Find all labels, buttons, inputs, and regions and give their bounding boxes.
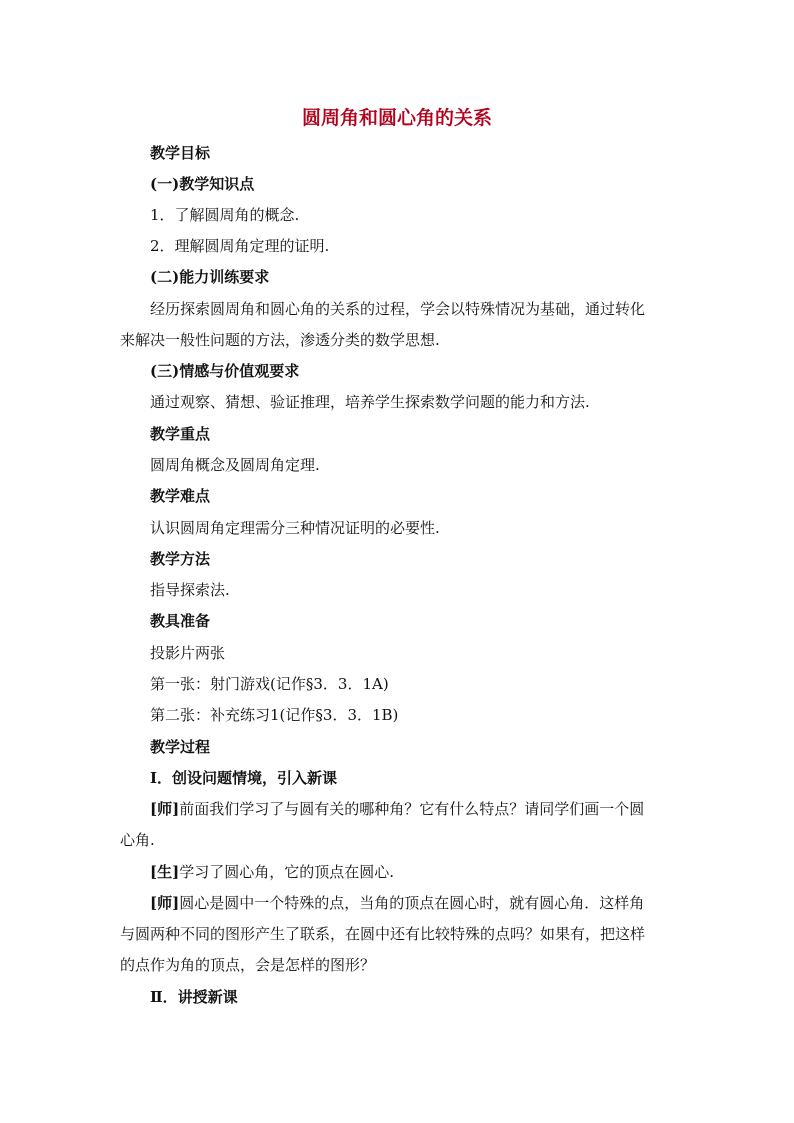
teacher-speech: 前面我们学习了与圆有关的哪种角？它有什么特点？请同学们画一个圆 (179, 800, 645, 818)
student-line-1 (120, 862, 710, 882)
difficulty-text: 认识圆周角定理需分三种情况证明的必要性. (150, 519, 440, 537)
knowledge-item-1: 1．了解圆周角的概念. (150, 206, 300, 224)
slide-2-text: 第二张：补充练习1(记作§3．3．1B) (150, 706, 399, 724)
student-speech: 学习了圆心角，它的顶点在圆心. (179, 863, 394, 881)
teacher-label: [师] (150, 894, 180, 912)
teacher-speech: 圆心是圆中一个特殊的点，当角的顶点在圆心时，就有圆心角．这样角 (179, 894, 645, 912)
ability-text-line-2: 来解决一般性问题的方法，渗透分类的数学思想. (120, 331, 440, 349)
teacher-label: [师] (150, 800, 180, 818)
student-label: [生] (150, 863, 180, 881)
part-1-heading: Ⅰ．创设问题情境，引入新课 (150, 769, 338, 787)
emotion-text: 通过观察、猜想、验证推理，培养学生探索数学问题的能力和方法. (150, 393, 590, 411)
slide-1-text: 第一张：射门游戏(记作§3．3．1A) (150, 675, 389, 693)
key-text: 圆周角概念及圆周角定理. (150, 456, 320, 474)
method-text: 指导探索法. (150, 581, 230, 599)
teacher-line-2-cont-2: 的点作为角的顶点，会是怎样的图形？ (120, 956, 376, 974)
objectives-heading: 教学目标 (150, 144, 211, 162)
tools-heading: 教具准备 (150, 612, 211, 630)
ability-text-line-1: 经历探索圆周角和圆心角的关系的过程，学会以特殊情况为基础，通过转化 (150, 300, 646, 318)
method-heading: 教学方法 (150, 550, 211, 568)
emotion-heading: (三)情感与价值观要求 (150, 362, 300, 380)
tools-text: 投影片两张 (150, 644, 226, 662)
knowledge-item-2: 2．理解圆周角定理的证明. (150, 237, 330, 255)
difficulty-heading: 教学难点 (150, 487, 211, 505)
knowledge-heading: (一)教学知识点 (150, 175, 255, 193)
part-2-heading: Ⅱ．讲授新课 (150, 988, 238, 1006)
ability-heading: (二)能力训练要求 (150, 268, 270, 286)
teacher-line-2 (120, 893, 710, 913)
teacher-line-1-cont: 心角. (120, 831, 155, 849)
teacher-line-2-cont: 与圆两种不同的图形产生了联系，在圆中还有比较特殊的点吗？如果有，把这样 (120, 925, 646, 943)
process-heading: 教学过程 (150, 738, 211, 756)
key-heading: 教学重点 (150, 425, 211, 443)
teacher-line-1 (120, 799, 710, 819)
document-title: 圆周角和圆心角的关系 (301, 107, 492, 129)
